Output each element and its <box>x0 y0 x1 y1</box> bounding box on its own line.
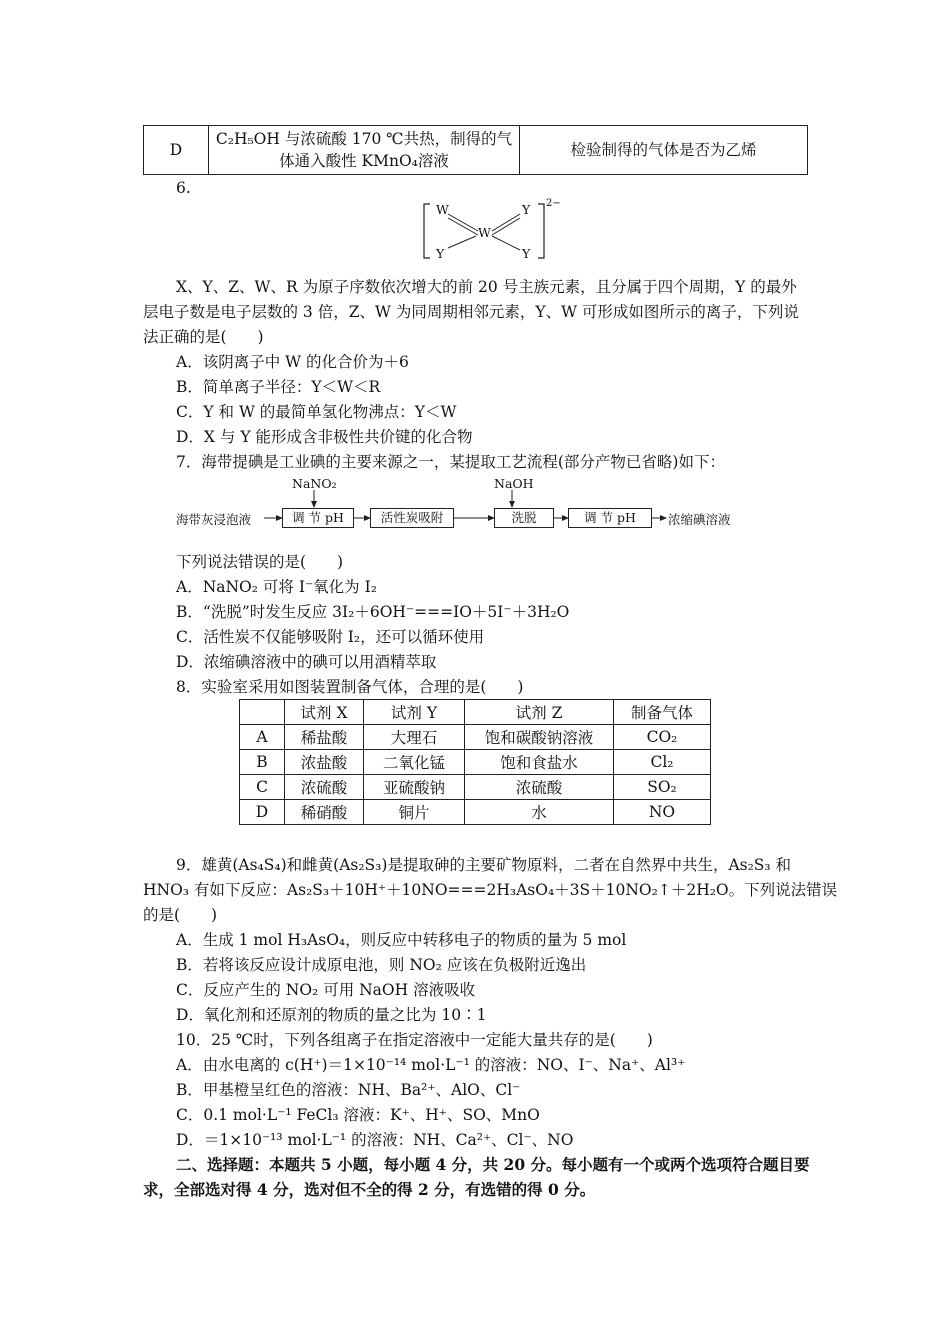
operation-line-2: 体通入酸性 KMnO₄溶液 <box>279 152 449 170</box>
atom-w-top: W <box>436 202 449 217</box>
table-header: 制备气体 <box>614 700 711 725</box>
flow-end: 浓缩碘溶液 <box>668 512 731 527</box>
table-cell: Cl₂ <box>614 750 711 775</box>
q6-stem-line-3: 法正确的是( ) <box>143 328 264 346</box>
q6-option-c: C．Y 和 W 的最简单氢化物沸点：Y＜W <box>176 403 457 421</box>
section2-heading-line-2: 求，全部选对得 4 分，选对但不全的得 2 分，有选错的得 0 分。 <box>143 1180 596 1199</box>
ion-charge: 2− <box>546 198 561 209</box>
table-cell: A <box>240 725 285 750</box>
atom-y-bottom-right: Y <box>522 246 531 261</box>
q9-option-b: B．若将该反应设计成原电池，则 NO₂ 应该在负极附近逸出 <box>176 956 587 974</box>
q10-option-d: D．＝1×10⁻¹³ mol·L⁻¹ 的溶液：NH、Ca²⁺、Cl⁻、NO <box>176 1131 574 1149</box>
section2-heading-line-1: 二、选择题：本题共 5 小题，每小题 4 分，共 20 分。每小题有一个或两个选项符合题目要 <box>176 1155 810 1174</box>
table-cell: 浓硫酸 <box>465 775 614 800</box>
table-cell: 饱和食盐水 <box>465 750 614 775</box>
table-cell: C <box>240 775 285 800</box>
q8-table <box>239 699 711 825</box>
flow-box-adjust-ph-2: 调 节 pH <box>568 508 652 528</box>
table-cell: 稀硝酸 <box>285 800 364 825</box>
table-cell: 浓硫酸 <box>285 775 364 800</box>
q6-option-a: A．该阴离子中 W 的化合价为＋6 <box>176 353 409 371</box>
atom-y-top-right: Y <box>522 202 531 217</box>
table-cell: 亚硫酸钠 <box>364 775 465 800</box>
table-cell: 浓盐酸 <box>285 750 364 775</box>
atom-y-bottom-left: Y <box>436 246 445 261</box>
table-cell: 大理石 <box>364 725 465 750</box>
prev-question-table <box>143 125 808 175</box>
q6-stem-line-2: 层电子数是电子层数的 3 倍，Z、W 为同周期相邻元素，Y、W 可形成如图所示的离子，下列说 <box>143 303 799 321</box>
table-cell: 饱和碳酸钠溶液 <box>465 725 614 750</box>
operation-line-1: C₂H₅OH 与浓硫酸 170 ℃共热，制得的气 <box>215 130 513 148</box>
atom-w-center: W <box>478 225 491 240</box>
q7-option-c: C．活性炭不仅能够吸附 I₂，还可以循环使用 <box>176 628 485 646</box>
table-cell: 稀盐酸 <box>285 725 364 750</box>
table-cell: NO <box>614 800 711 825</box>
q8-stem: 8．实验室采用如图装置制备气体，合理的是( ) <box>176 678 524 696</box>
q6-option-d: D．X 与 Y 能形成含非极性共价键的化合物 <box>176 428 473 446</box>
q9-option-a: A．生成 1 mol H₃AsO₄，则反应中转移电子的物质的量为 5 mol <box>176 931 627 949</box>
q10-option-c: C．0.1 mol·L⁻¹ FeCl₃ 溶液：K⁺、H⁺、SO、MnO <box>176 1106 540 1124</box>
flow-start: 海带灰浸泡液 <box>176 512 252 527</box>
q9-stem-line-2: HNO₃ 有如下反应：As₂S₃＋10H⁺＋10NO===2H₃AsO₄＋3S＋10NO₂↑＋2H₂O。下列说法错误 <box>143 881 838 899</box>
q6-option-b: B．简单离子半径：Y＜W＜R <box>176 378 381 396</box>
q9-option-c: C．反应产生的 NO₂ 可用 NaOH 溶液吸收 <box>176 981 476 999</box>
table-row <box>240 725 711 750</box>
table-row <box>240 775 711 800</box>
q7-option-b: B．“洗脱”时发生反应 3I₂＋6OH⁻===IO＋5I⁻＋3H₂O <box>176 603 570 621</box>
table-cell: 铜片 <box>364 800 465 825</box>
table-cell: CO₂ <box>614 725 711 750</box>
table-header: 试剂 X <box>285 700 364 725</box>
flow-box-elution: 洗脱 <box>494 508 554 528</box>
q7-stem: 7．海带提碘是工业碘的主要来源之一，某提取工艺流程(部分产物已省略)如下： <box>176 453 725 471</box>
q9-stem-line-1: 9．雄黄(As₄S₄)和雌黄(As₂S₃)是提取砷的主要矿物原料，二者在自然界中共生，As₂S₃ 和 <box>176 856 792 874</box>
q7-option-d: D．浓缩碘溶液中的碘可以用酒精萃取 <box>176 653 437 671</box>
iodine-flowchart <box>176 474 776 534</box>
table-cell: B <box>240 750 285 775</box>
q9-stem-line-3: 的是( ) <box>143 906 218 924</box>
q7-question: 下列说法错误的是( ) <box>176 553 344 571</box>
table-header: 试剂 Z <box>465 700 614 725</box>
table-row <box>240 750 711 775</box>
q6-stem-line-1: X、Y、Z、W、R 为原子序数依次增大的前 20 号主族元素，且分属于四个周期，Y 的最外 <box>176 278 797 296</box>
q6-number: 6. <box>176 179 191 197</box>
purpose-cell: 检验制得的气体是否为乙烯 <box>520 126 808 175</box>
q10-option-b: B．甲基橙呈红色的溶液：NH、Ba²⁺、AlO、Cl⁻ <box>176 1081 521 1099</box>
q7-option-a: A．NaNO₂ 可将 I⁻氧化为 I₂ <box>176 578 377 596</box>
q9-option-d: D．氧化剂和还原剂的物质的量之比为 10∶1 <box>176 1006 487 1024</box>
flow-reagent-nano2: NaNO₂ <box>292 476 337 491</box>
table-header <box>240 700 285 725</box>
table-cell: 二氧化锰 <box>364 750 465 775</box>
table-cell: D <box>240 800 285 825</box>
flow-box-carbon-adsorb: 活性炭吸附 <box>370 508 454 528</box>
row-label: D <box>144 126 209 175</box>
table-row <box>144 126 808 175</box>
q10-option-a: A．由水电离的 c(H⁺)＝1×10⁻¹⁴ mol·L⁻¹ 的溶液：NO、I⁻、Na⁺、Al³⁺ <box>176 1056 686 1074</box>
flow-box-adjust-ph-1: 调 节 pH <box>282 508 354 528</box>
operation-cell <box>209 126 520 175</box>
table-cell: 水 <box>465 800 614 825</box>
ion-structure-diagram <box>420 198 565 264</box>
table-cell: SO₂ <box>614 775 711 800</box>
table-header-row <box>240 700 711 725</box>
table-header: 试剂 Y <box>364 700 465 725</box>
q10-stem: 10．25 ℃时，下列各组离子在指定溶液中一定能大量共存的是( ) <box>176 1031 653 1049</box>
table-row <box>240 800 711 825</box>
flow-reagent-naoh: NaOH <box>494 476 534 491</box>
